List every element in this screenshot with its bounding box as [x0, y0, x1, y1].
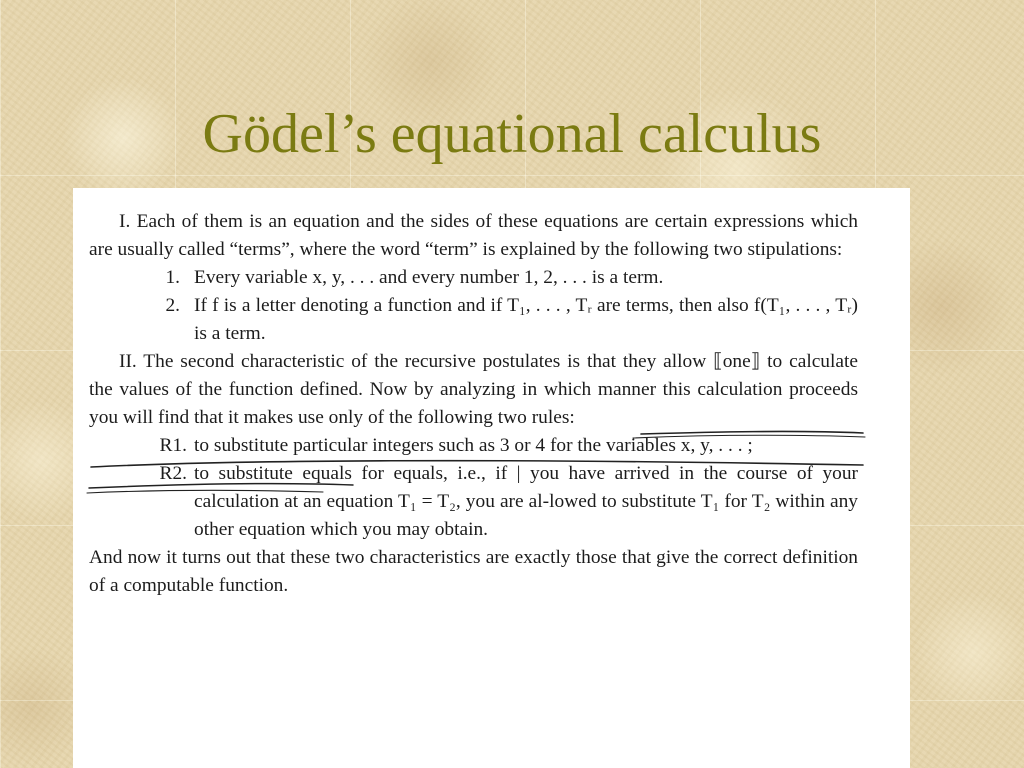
list-item-number: 1.	[165, 267, 180, 288]
paragraph-one: I. Each of them is an equation and the sides of these equations are certain expressions which are usually called “terms”, where the word “term” is explained by the following two stipulations:	[89, 211, 858, 260]
scanned-text-image	[73, 188, 910, 768]
rule-item	[89, 432, 858, 460]
list-item	[89, 292, 858, 348]
rule-label: R1.	[159, 435, 187, 456]
rule-item	[89, 460, 858, 544]
paragraph-two: II. The second characteristic of the recursive postulates is that they allow ⟦one⟧ to calculate the values of the function defined. Now by analyzing in which manner this calculation proceeds you will find that it makes use only of the following two rules:	[89, 351, 858, 428]
list-item	[89, 264, 858, 292]
background-tile-line	[0, 175, 1024, 176]
slide-title: Gӧdel’s equational calculus	[202, 103, 822, 165]
rule-label: R2.	[159, 463, 187, 484]
list-item-text: Every variable x, y, . . . and every number 1, 2, . . . is a term.	[194, 267, 664, 288]
paragraph-three: And now it turns out that these two characteristics are exactly those that give the correct definition of a computable function.	[89, 547, 858, 596]
list-item-text: If f is a letter denoting a function and if T₁, . . . , Tᵣ are terms, then also f(T₁, . . . , Tᵣ) is a term.	[194, 295, 858, 344]
rule-text: to substitute equals for equals, i.e., if | you have arrived in the course of your calculation at an equation T₁ = T₂, you are al-lowed to substitute T₁ for T₂ within any other equation which you may obtain.	[194, 463, 858, 540]
rule-text: to substitute particular integers such as 3 or 4 for the variables x, y, . . . ;	[194, 435, 753, 456]
list-item-number: 2.	[165, 295, 180, 316]
